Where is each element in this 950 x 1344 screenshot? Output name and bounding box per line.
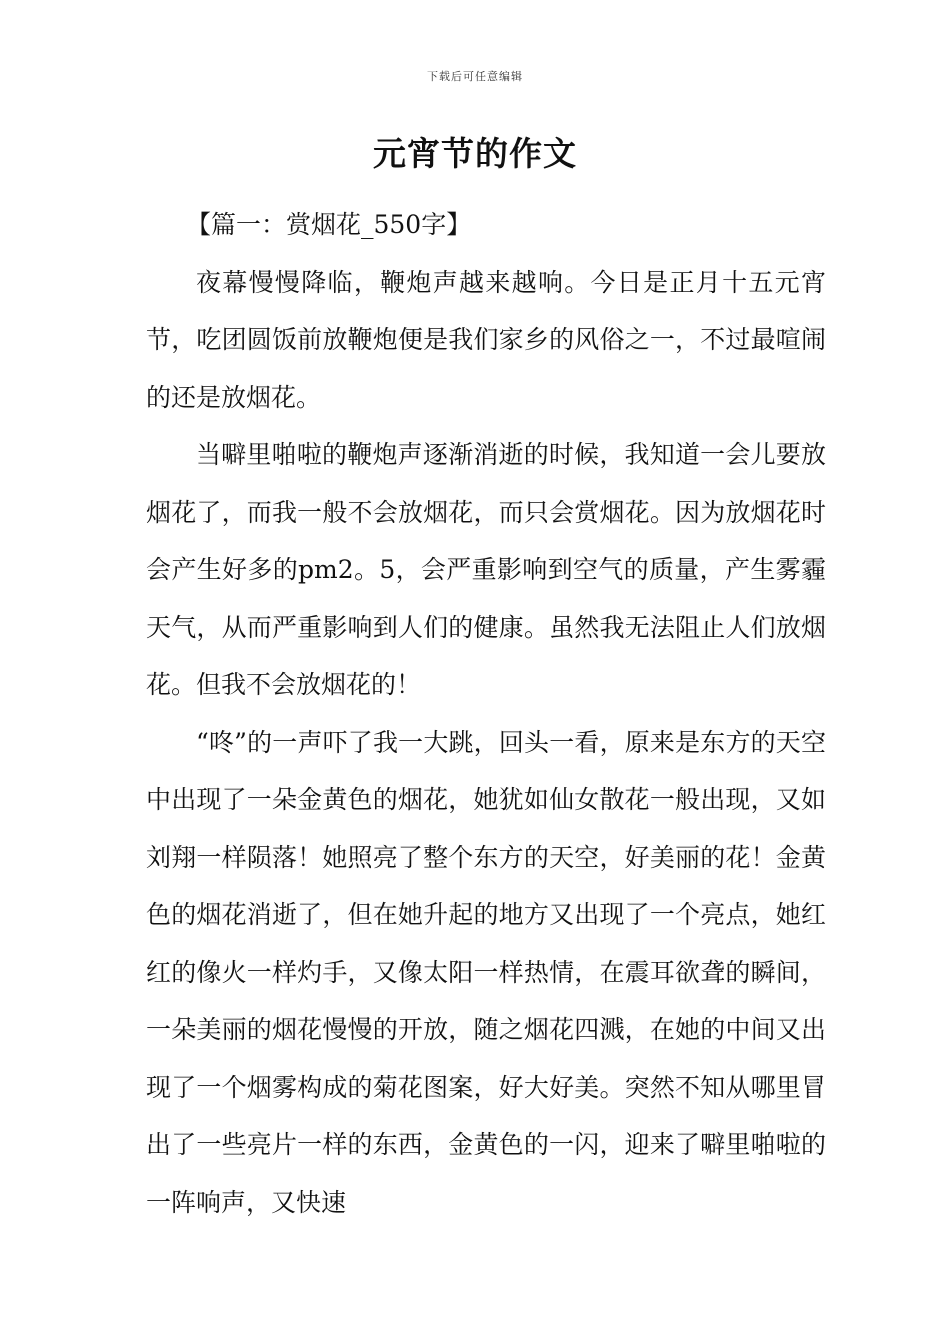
paragraph: “咚”的一声吓了我一大跳，回头一看，原来是东方的天空中出现了一朵金黄色的烟花，她犹如仙女散花一般出现，又如刘翔一样陨落！她照亮了整个东方的天空，好美丽的花！金黄色的烟花消逝了，但在她升起的地方又出现了一个亮点，她红红的像火一样灼手，又像太阳一样热情，在震耳欲聋的瞬间，一朵美丽的烟花慢慢的开放，随之烟花四溅，在她的中间又出现了一个烟雾构成的菊花图案，好大好美。突然不知从哪里冒出了一些亮片一样的东西，金黄色的一闪，迎来了噼里啪啦的一阵响声，又快速 — [146, 727, 826, 1217]
section-heading: 【篇一：赏烟花_550字】 — [186, 210, 472, 239]
paragraph: 夜幕慢慢降临，鞭炮声越来越响。今日是正月十五元宵节，吃团圆饭前放鞭炮便是我们家乡的风俗之一，不过最喧闹的还是放烟花。 — [146, 267, 826, 412]
header-note: 下载后可任意编辑 — [427, 70, 523, 83]
document-body — [146, 196, 826, 1231]
document-title: 元宵节的作文 — [373, 134, 577, 173]
paragraph: 当噼里啪啦的鞭炮声逐渐消逝的时候，我知道一会儿要放烟花了，而我一般不会放烟花，而只会赏烟花。因为放烟花时会产生好多的pm2。5，会严重影响到空气的质量，产生雾霾天气，从而严重影响到人们的健康。虽然我无法阻止人们放烟花。但我不会放烟花的！ — [146, 440, 826, 699]
